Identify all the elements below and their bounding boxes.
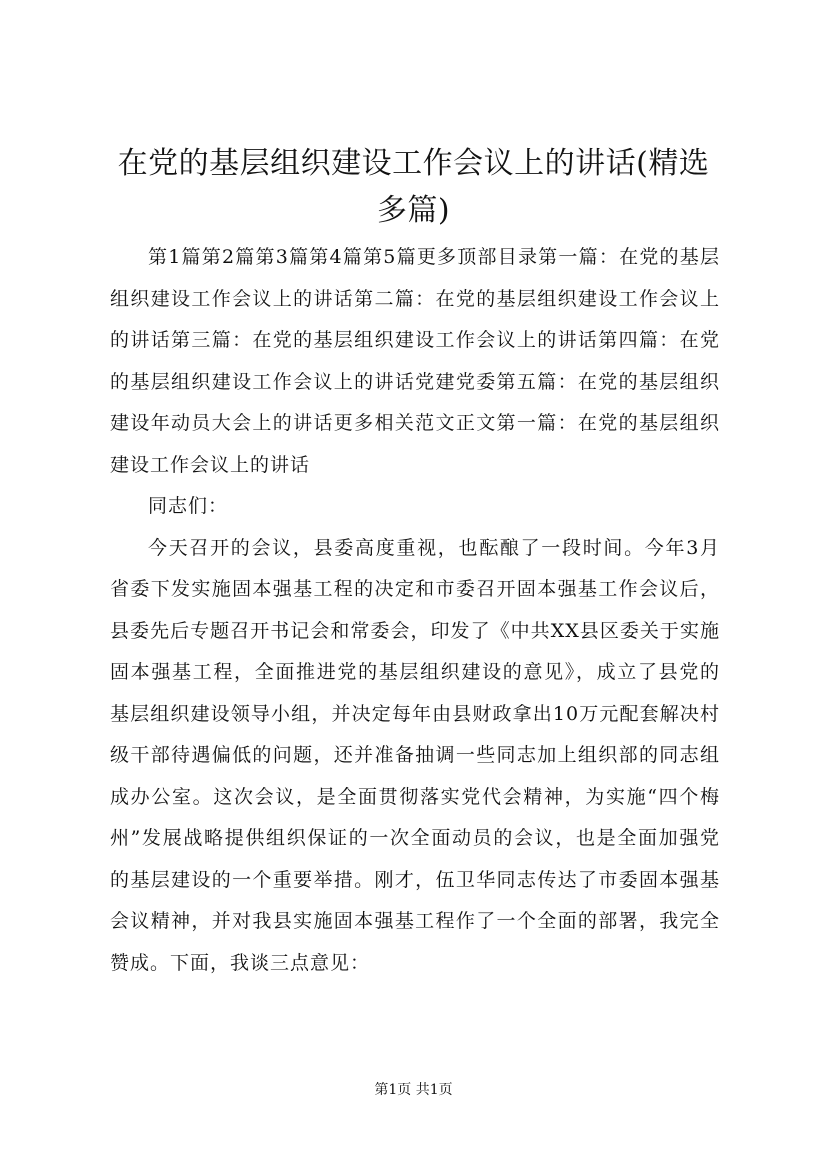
salutation-paragraph: 同志们：: [148, 495, 229, 517]
document-title: 在党的基层组织建设工作会议上的讲话(精选多篇): [117, 146, 710, 228]
body-paragraph: 今天召开的会议，县委高度重视，也酝酿了一段时间。今年3月省委下发实施固本强基工程的决定和市委召开固本强基工作会议后，县委先后专题召开书记会和常委会，印发了《中共XX县区委关于实施固本强基工程，全面推进党的基层组织建设的意见》，成立了县党的基层组织建设领导小组，并决定每年由县财政拿出10万元配套解决村级干部待遇偏低的问题，还并准备抽调一些同志加上组织部的同志组成办公室。这次会议，是全面贯彻落实党代会精神，为实施“四个梅州”发展战略提供组织保证的一次全面动员的会议，也是全面加强党的基层建设的一个重要举措。刚才，伍卫华同志传达了市委固本强基会议精神，并对我县实施固本强基工程作了一个全面的部署，我完全赞成。下面，我谈三点意见：: [110, 536, 720, 974]
document-body: [110, 237, 720, 984]
page-footer: 第1页 共1页: [374, 1082, 453, 1098]
table-of-contents-paragraph: 第1篇第2篇第3篇第4篇第5篇更多顶部目录第一篇：在党的基层组织建设工作会议上的讲话第二篇：在党的基层组织建设工作会议上的讲话第三篇：在党的基层组织建设工作会议上的讲话第四篇：在党的基层组织建设工作会议上的讲话党建党委第五篇：在党的基层组织建设年动员大会上的讲话更多相关范文正文第一篇：在党的基层组织建设工作会议上的讲话: [110, 246, 720, 476]
